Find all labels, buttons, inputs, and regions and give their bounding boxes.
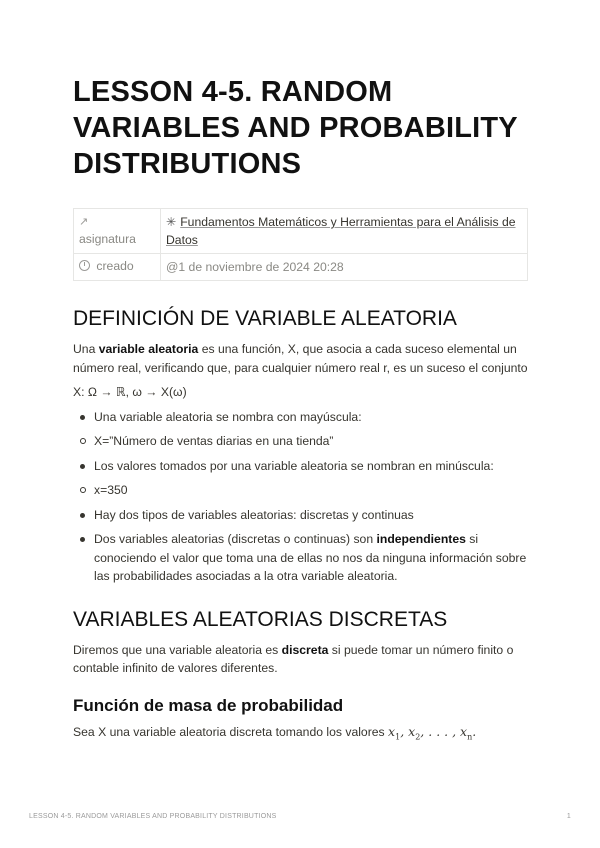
properties-table — [73, 208, 528, 281]
page-footer — [29, 813, 571, 820]
math-values — [388, 724, 476, 739]
definition-paragraph — [73, 340, 529, 377]
math-sep: , — [400, 723, 409, 739]
page-title: LESSON 4-5. RANDOM VARIABLES AND PROBABILITY DISTRIBUTIONS — [73, 76, 518, 180]
property-name-subject — [74, 209, 161, 254]
subject-label: asignatura — [79, 232, 136, 246]
page-number: 1 — [566, 813, 571, 820]
bold-term: independientes — [376, 532, 466, 546]
clock-icon — [79, 260, 90, 271]
bullet-list — [73, 408, 529, 586]
property-name-created — [74, 254, 161, 281]
list-item — [73, 530, 529, 586]
math-sub: n — [467, 732, 473, 741]
list-item: Los valores tomados por una variable aleatoria se nombran en minúscula: — [73, 457, 529, 476]
math-sub: 2 — [415, 732, 421, 741]
bold-term: discreta — [281, 642, 329, 657]
relation-arrow-icon: ↗ — [79, 216, 89, 228]
property-row-created — [74, 254, 528, 281]
text-fragment: es una función, X, que asocia a cada suceso elemental un número real, verificando que, para cualquier número real r, es un suceso el conjunto — [73, 342, 528, 375]
section-heading-definition: DEFINICIÓN DE VARIABLE ALEATORIA — [73, 307, 457, 330]
math-dots: . . . , — [428, 723, 461, 739]
text-fragment: Dos variables aleatorias (discretas o continuas) son — [94, 532, 377, 546]
list-item-nested: X=”Número de ventas diarias en una tienda” — [73, 432, 529, 451]
page-content — [73, 74, 529, 753]
pmf-paragraph — [73, 723, 529, 747]
list-item: Una variable aleatoria se nombra con mayúscula: — [73, 408, 529, 427]
math-sub: 1 — [395, 732, 401, 741]
footer-title: LESSON 4-5. RANDOM VARIABLES AND PROBABILITY DISTRIBUTIONS — [29, 813, 277, 820]
math-var: x — [460, 723, 468, 739]
text-fragment: si conociendo el valor que toma una de ellas no nos da ninguna información sobre las probabilidades asociadas a la otra variable aleatoria. — [94, 532, 527, 583]
list-item-nested: x=350 — [73, 481, 529, 500]
sparkle-icon: ✳ — [166, 215, 177, 229]
math-var: x — [408, 723, 416, 739]
text-fragment: Una — [73, 342, 99, 356]
subsection-heading-pmf: Función de masa de probabilidad — [73, 695, 344, 715]
text-fragment: si puede tomar un número finito o contable infinito de valores diferentes. — [73, 642, 514, 675]
list-item: Hay dos tipos de variables aleatorias: discretas y continuas — [73, 506, 529, 525]
formula-line: X: Ω → ℝ, ω → X(ω) — [73, 385, 187, 399]
bold-term: variable aleatoria — [98, 342, 199, 356]
math-sep: , — [420, 723, 429, 739]
text-fragment: Diremos que una variable aleatoria es — [73, 642, 282, 657]
created-label: creado — [96, 259, 134, 273]
created-value: @1 de noviembre de 2024 20:28 — [161, 254, 528, 281]
math-var: x — [388, 723, 396, 739]
text-fragment: Sea X una variable aleatoria discreta tomando los valores — [73, 724, 389, 739]
math-end: . — [472, 723, 477, 739]
property-value-subject — [161, 209, 528, 254]
section-heading-discrete: VARIABLES ALEATORIAS DISCRETAS — [73, 607, 448, 631]
subject-link[interactable]: Fundamentos Matemáticos y Herramientas para el Análisis de Datos — [166, 215, 516, 247]
property-row-subject — [74, 209, 528, 254]
discrete-paragraph — [73, 641, 529, 678]
